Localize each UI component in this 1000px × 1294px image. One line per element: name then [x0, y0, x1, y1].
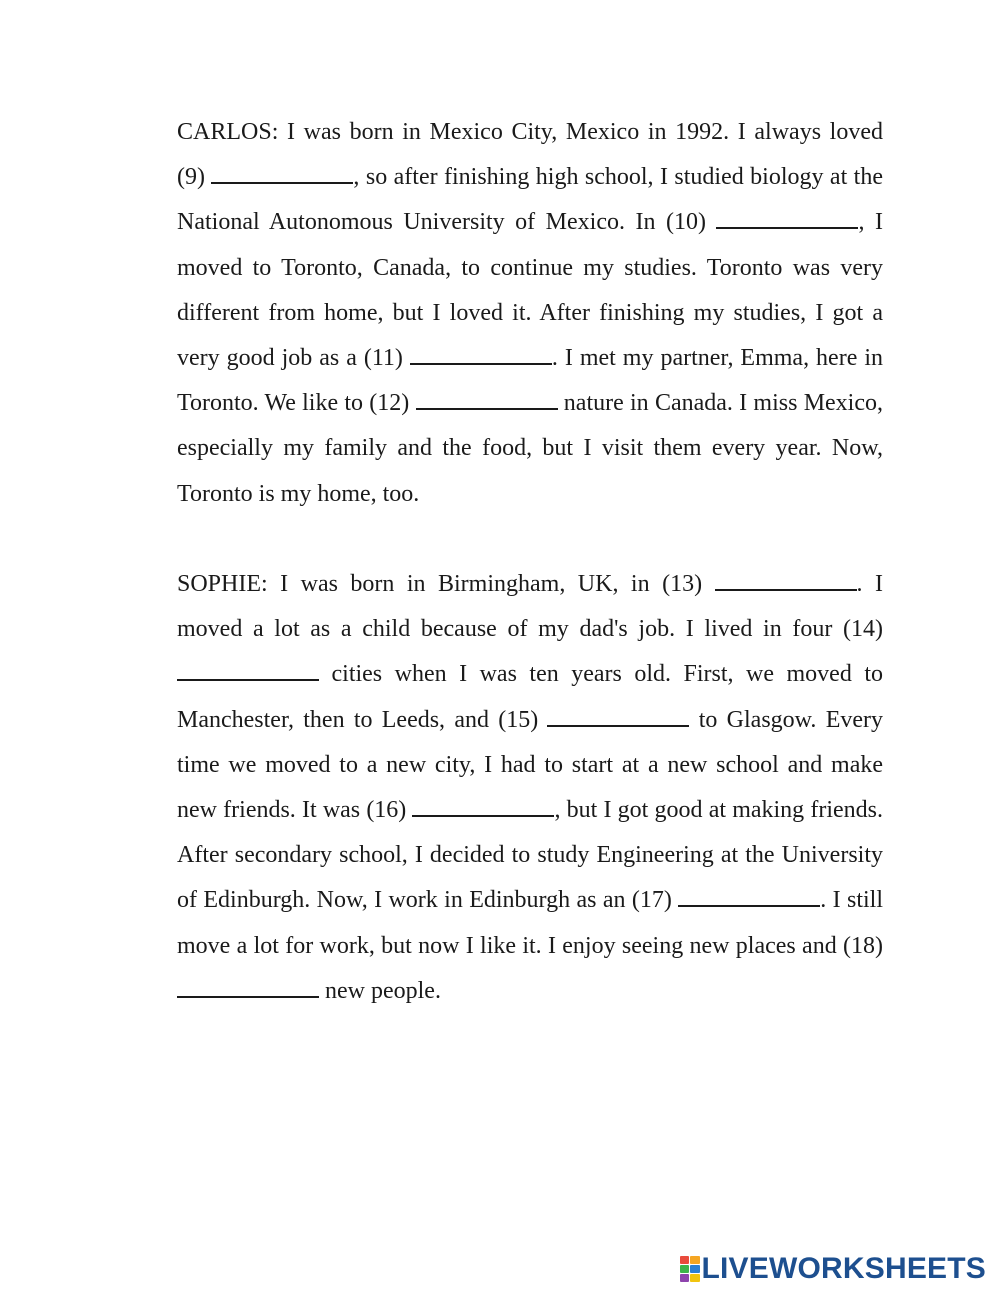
- carlos-text-3: , I moved to Toronto, Canada, to continue my studies. Toronto was very different from home, but I loved it. After finishing my studies, I got a very good job as a (11): [177, 209, 883, 372]
- carlos-text-4: . I met my partner, Emma, here in Toronto. We like to (12): [177, 345, 883, 417]
- answer-blank-9[interactable]: [211, 164, 353, 184]
- answer-blank-13[interactable]: [715, 571, 857, 591]
- answer-blank-15[interactable]: [547, 707, 689, 727]
- carlos-text-2: , so after finishing high school, I studied biology at the National Autonomous University of Mexico. In (10): [177, 164, 883, 236]
- liveworksheets-logo: [680, 1252, 987, 1286]
- logo-text: LIVEWORKSHEETS: [701, 1252, 986, 1285]
- sophie-text-7: new people.: [319, 977, 441, 1004]
- sophie-text-6: . I still move a lot for work, but now I like it. I enjoy seeing new places and (18): [177, 887, 883, 959]
- sophie-text-1: SOPHIE: I was born in Birmingham, UK, in (13): [177, 571, 715, 597]
- answer-blank-11[interactable]: [410, 345, 552, 365]
- answer-blank-16[interactable]: [412, 797, 554, 817]
- answer-blank-10[interactable]: [716, 209, 858, 229]
- sophie-text-4: to Glasgow. Every time we moved to a new city, I had to start at a new school and make new friends. It was (16): [177, 706, 883, 824]
- sophie-text-3: cities when I was ten years old. First, we moved to Manchester, then to Leeds, and (15): [177, 661, 883, 733]
- carlos-text-1: CARLOS: I was born in Mexico City, Mexico in 1992. I always loved (9): [177, 119, 883, 191]
- logo-mark-icon: [680, 1256, 700, 1282]
- answer-blank-17[interactable]: [678, 887, 820, 907]
- answer-blank-18[interactable]: [177, 978, 319, 998]
- answer-blank-12[interactable]: [416, 390, 558, 410]
- sophie-text-2: . I moved a lot as a child because of my dad's job. I lived in four (14): [177, 571, 883, 643]
- sophie-paragraph: [177, 562, 883, 1014]
- carlos-paragraph: [177, 110, 883, 517]
- sophie-text-5: , but I got good at making friends. After secondary school, I decided to study Engineering at the University of Edinburgh. Now, I work in Edinburgh as an (17): [177, 797, 883, 914]
- answer-blank-14[interactable]: [177, 661, 319, 681]
- carlos-text-5: nature in Canada. I miss Mexico, especially my family and the food, but I visit them every year. Now, Toronto is my home, too.: [177, 390, 884, 507]
